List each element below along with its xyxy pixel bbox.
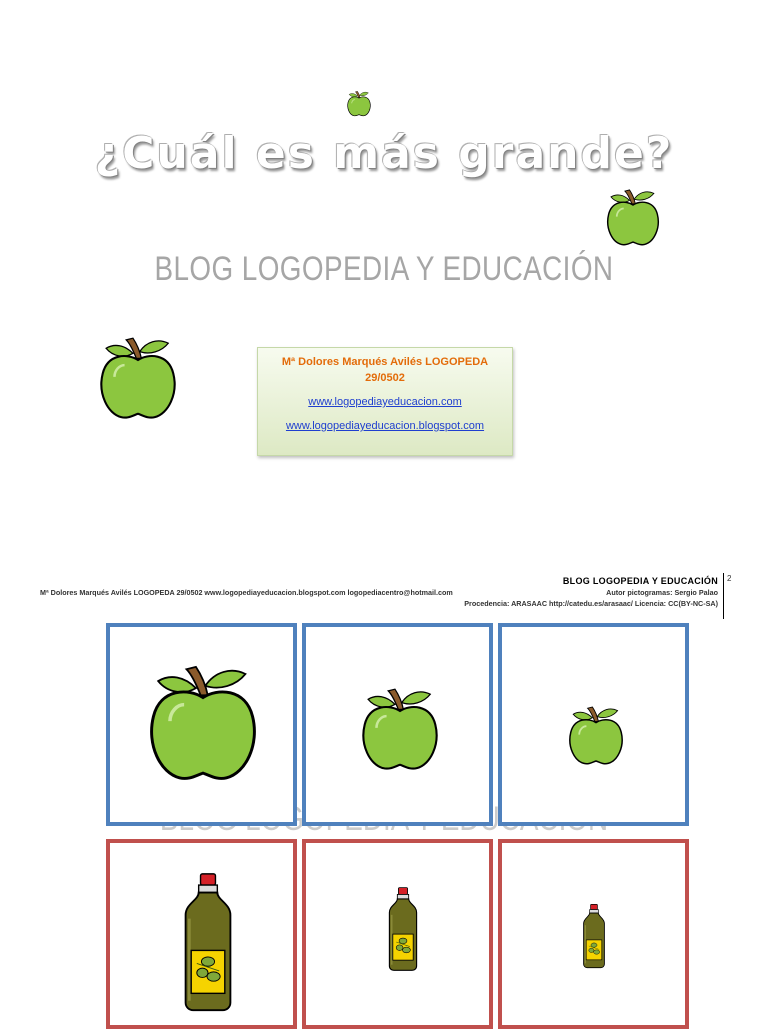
header-license: Procedencia: ARASAAC http://catedu.es/arasaac/ Licencia: CC(BY-NC-SA) — [464, 599, 718, 608]
card-bottle-large[interactable] — [106, 839, 297, 1029]
author-credit: Mª Dolores Marqués Avilés LOGOPEDA 29/0502 — [281, 356, 489, 384]
blog-subtitle: BLOG LOGOPEDIA Y EDUCACIÓN — [154, 250, 614, 288]
card-bottle-medium[interactable] — [302, 839, 493, 1029]
card-apple-small[interactable] — [498, 623, 689, 826]
apple-icon — [96, 322, 180, 430]
header-divider — [723, 573, 724, 619]
apple-icon — [346, 88, 372, 118]
website-link[interactable]: www.logopediayeducacion.com — [308, 396, 462, 408]
apple-icon — [566, 695, 626, 773]
oil-bottle-icon — [180, 857, 236, 1027]
page-number: 2 — [727, 574, 732, 583]
card-bottle-small[interactable] — [498, 839, 689, 1029]
header-blog-name: BLOG LOGOPEDIA Y EDUCACIÓN — [562, 576, 718, 586]
header-author-text: Mª Dolores Marqués Avilés LOGOPEDA 29/0502 www.logopediayeducacion.blogspot.com logopediacentro@hotmail.com — [40, 588, 453, 597]
oil-bottle-icon — [581, 895, 607, 977]
oil-bottle-icon — [386, 879, 420, 979]
page-title: ¿Cuál es más grande? — [94, 128, 674, 179]
author-info-box — [257, 347, 513, 456]
card-apple-large[interactable] — [106, 623, 297, 826]
card-apple-medium[interactable] — [302, 623, 493, 826]
blog-link[interactable]: www.logopediayeducacion.blogspot.com — [285, 420, 485, 432]
apple-icon — [144, 655, 262, 785]
apple-icon — [604, 180, 662, 252]
header-author-line — [40, 588, 718, 597]
apple-icon — [358, 679, 442, 775]
header-pictogram-author: Autor pictogramas: Sergio Palao — [606, 588, 718, 597]
